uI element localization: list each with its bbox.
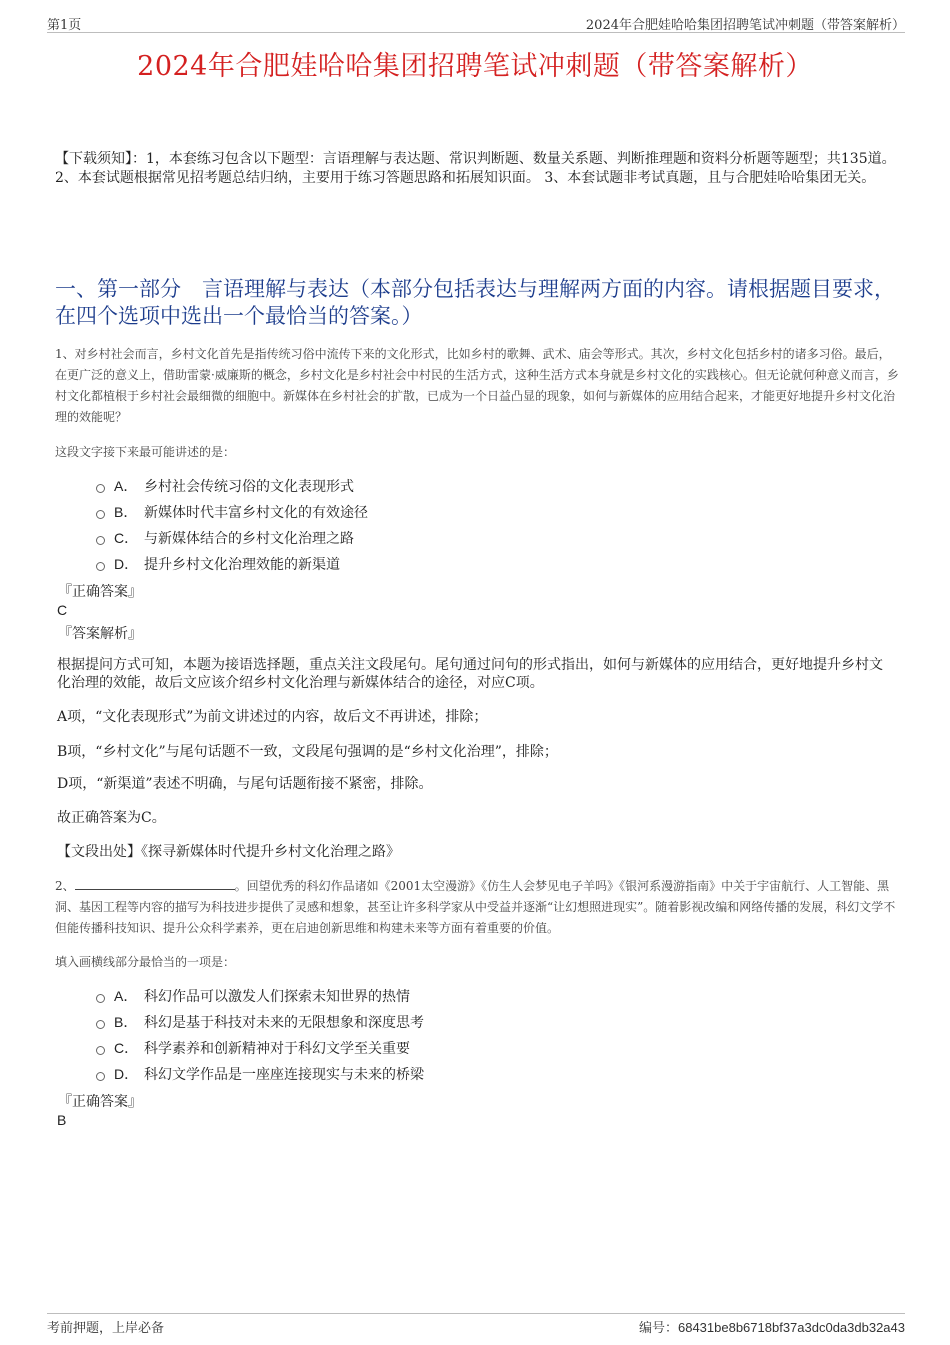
option-key: C． bbox=[114, 530, 139, 546]
option-key: B． bbox=[114, 504, 138, 520]
passage-source: 【文段出处】《探寻新媒体时代提升乡村文化治理之路》 bbox=[57, 844, 400, 860]
footer-slogan: 考前押题，上岸必备 bbox=[47, 1321, 165, 1336]
question-2-stem bbox=[55, 876, 900, 939]
option-a[interactable] bbox=[96, 983, 424, 1009]
option-text: 与新媒体结合的乡村文化治理之路 bbox=[144, 531, 354, 547]
analysis-paragraph: A项，“文化表现形式”为前文讲述过的内容，故后文不再讲述，排除； bbox=[57, 709, 488, 725]
radio-icon[interactable] bbox=[96, 562, 105, 571]
answer-label: 『正确答案』 bbox=[58, 584, 142, 600]
question-1-prompt: 这段文字接下来最可能讲述的是： bbox=[55, 445, 236, 459]
option-key: C． bbox=[114, 1040, 139, 1056]
page-footer bbox=[47, 1313, 905, 1334]
option-key: B． bbox=[114, 1014, 138, 1030]
question-1-stem: 1、对乡村社会而言，乡村文化首先是指传统习俗中流传下来的文化形式，比如乡村的歌舞、武术、庙会等形式。其次，乡村文化包括乡村的诸多习俗。最后，在更广泛的意义上，借助雷蒙·威廉斯的概念，乡村文化是乡村社会中村民的生活方式，这种生活方式本身就是乡村文化的实践核心。但无论就何种意义而言，乡村文化都植根于乡村社会最细微的细胞中。新媒体在乡村社会的扩散，已成为一个日益凸显的现象，如何与新媒体的应用结合起来，才能更好地提升乡村文化治理的效能呢？ bbox=[55, 347, 899, 424]
header-doc-title: 2024年合肥娃哈哈集团招聘笔试冲刺题（带答案解析） bbox=[585, 18, 905, 33]
question-2-text: 。回望优秀的科幻作品诸如《2001太空漫游》《仿生人会梦见电子羊吗》《银河系漫游指南》中关于宇宙航行、人工智能、黑洞、基因工程等内容的描写为科技进步提供了灵感和想象，甚至让许多科学家从中受益并逐渐“让幻想照进现实”。随着影视改编和网络传播的发展，科幻文学不但能传播科技知识、提升公众科学素养，更在启迪创新思维和构建未来等方面有着重要的价值。 bbox=[55, 879, 896, 935]
page-header bbox=[47, 14, 905, 33]
option-text: 新媒体时代丰富乡村文化的有效途径 bbox=[144, 505, 368, 521]
option-key: A． bbox=[114, 988, 138, 1004]
option-c[interactable] bbox=[96, 525, 368, 551]
answer-value: C bbox=[57, 602, 68, 618]
answer-label: 『正确答案』 bbox=[58, 1094, 142, 1110]
download-notice: 【下载须知】：1，本套练习包含以下题型：言语理解与表达题、常识判断题、数量关系题、判断推理题和资料分析题等题型；共135道。 2、本套试题根据常见招考题总结归纳，主要用于练习答题思路和拓展知识面。 3、本套试题非考试真题，且与合肥娃哈哈集团无关。 bbox=[55, 151, 896, 186]
analysis-label: 『答案解析』 bbox=[58, 626, 142, 642]
code-value: 68431be8b6718bf37a3dc0da3db32a43 bbox=[677, 1320, 905, 1335]
option-d[interactable] bbox=[96, 551, 368, 577]
fill-blank bbox=[75, 877, 235, 890]
analysis-paragraph: D项，“新渠道”表述不明确，与尾句话题衔接不紧密，排除。 bbox=[57, 776, 433, 792]
footer-code bbox=[639, 1317, 905, 1336]
radio-icon[interactable] bbox=[96, 1072, 105, 1081]
option-text: 科幻作品可以激发人们探索未知世界的热情 bbox=[144, 989, 410, 1005]
question-2-prompt: 填入画横线部分最恰当的一项是： bbox=[55, 955, 236, 969]
radio-icon[interactable] bbox=[96, 484, 105, 493]
radio-icon[interactable] bbox=[96, 994, 105, 1003]
option-b[interactable] bbox=[96, 1009, 424, 1035]
option-d[interactable] bbox=[96, 1061, 424, 1087]
analysis-paragraph: 根据提问方式可知，本题为接语选择题，重点关注文段尾句。尾句通过问句的形式指出，如何与新媒体的应用结合，更好地提升乡村文化治理的效能，故后文应该介绍乡村文化治理与新媒体结合的途径，对应C项。 bbox=[57, 657, 883, 691]
option-key: A． bbox=[114, 478, 138, 494]
option-b[interactable] bbox=[96, 499, 368, 525]
answer-value: B bbox=[57, 1112, 67, 1128]
option-key: D． bbox=[114, 556, 139, 572]
option-text: 提升乡村文化治理效能的新渠道 bbox=[144, 557, 340, 573]
option-text: 科学素养和创新精神对于科幻文学至关重要 bbox=[144, 1041, 410, 1057]
analysis-conclusion: 故正确答案为C。 bbox=[57, 810, 166, 826]
question-2-options bbox=[96, 983, 424, 1087]
page-number: 第1页 bbox=[47, 18, 82, 33]
option-c[interactable] bbox=[96, 1035, 424, 1061]
option-text: 科幻是基于科技对未来的无限想象和深度思考 bbox=[144, 1015, 424, 1031]
option-a[interactable] bbox=[96, 473, 368, 499]
document-title: 2024年合肥娃哈哈集团招聘笔试冲刺题（带答案解析） bbox=[137, 51, 813, 82]
option-text: 科幻文学作品是一座座连接现实与未来的桥梁 bbox=[144, 1067, 424, 1083]
radio-icon[interactable] bbox=[96, 1020, 105, 1029]
analysis-paragraph: B项，“乡村文化”与尾句话题不一致，文段尾句强调的是“乡村文化治理”，排除； bbox=[57, 744, 558, 760]
section-heading: 一、第一部分 言语理解与表达（本部分包括表达与理解两方面的内容。请根据题目要求，在四个选项中选出一个最恰当的答案。） bbox=[55, 277, 895, 328]
question-2-number: 2、 bbox=[55, 879, 75, 893]
code-label: 编号： bbox=[638, 1321, 678, 1336]
question-1-options bbox=[96, 473, 368, 577]
option-key: D． bbox=[114, 1066, 139, 1082]
option-text: 乡村社会传统习俗的文化表现形式 bbox=[144, 479, 354, 495]
radio-icon[interactable] bbox=[96, 1046, 105, 1055]
radio-icon[interactable] bbox=[96, 536, 105, 545]
radio-icon[interactable] bbox=[96, 510, 105, 519]
